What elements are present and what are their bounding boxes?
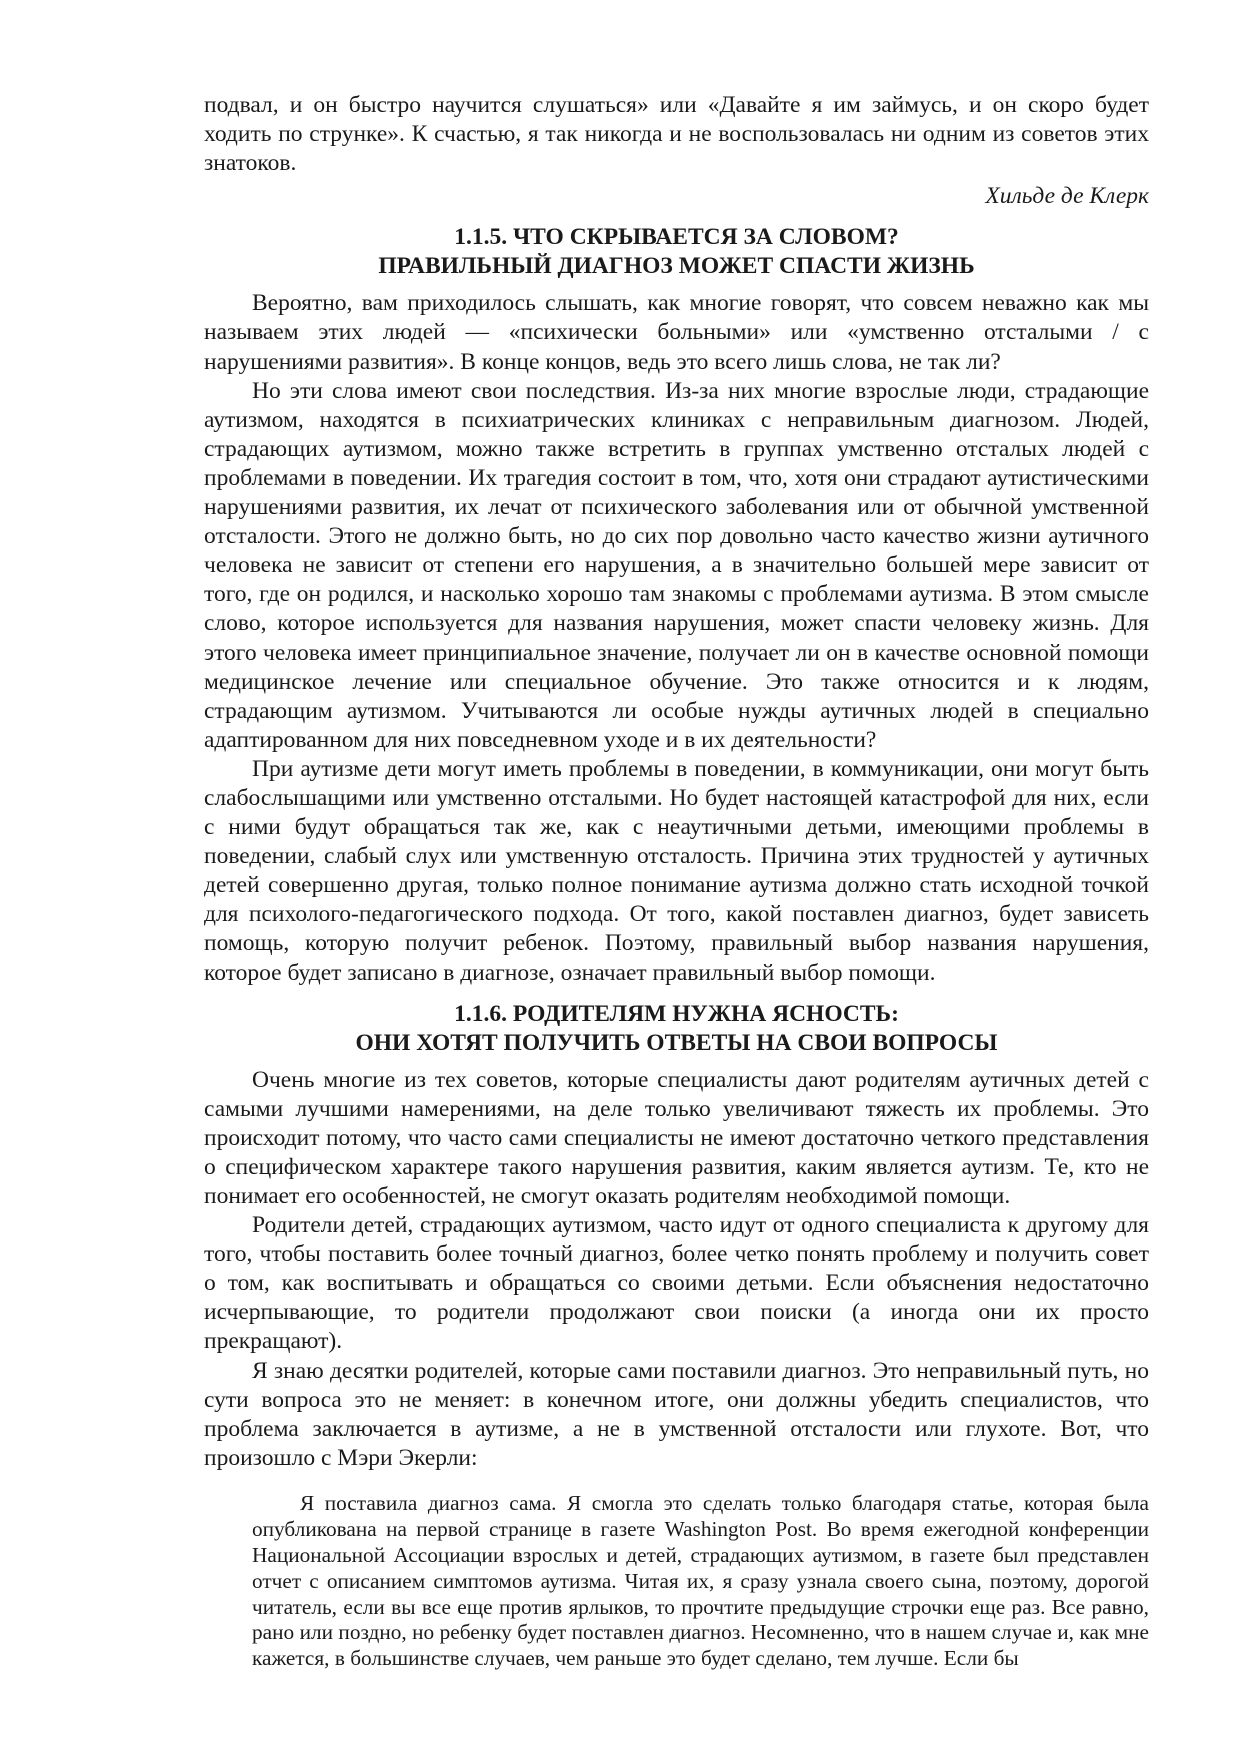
paragraph: При аутизме дети могут иметь проблемы в поведении, в коммуникации, они могут быть слабослышащими или умственно отсталыми. Но будет настоящей катастрофой для них, если с ними будут обращаться так же, как с неаутичными детьми, имеющими проблемы в поведении, слабый слух или умственную отсталость. Причина этих трудностей у аутичных детей совершенно другая, только полное понимание аутизма должно стать исходной точкой для психолого-педагогического подхода. От того, какой поставлен диагноз, будет зависеть помощь, которую получит ребенок. Поэтому, правильный выбор названия нарушения, которое будет записано в диагнозе, означает правильный выбор помощи. bbox=[204, 755, 1149, 986]
document-page bbox=[204, 91, 1149, 1672]
heading-line: ОНИ ХОТЯТ ПОЛУЧИТЬ ОТВЕТЫ НА СВОИ ВОПРОСЫ bbox=[355, 1029, 998, 1056]
paragraph: Но эти слова имеют свои последствия. Из-за них многие взрослые люди, страдающие аутизмом, находятся в психиатрических клиниках с неправильным диагнозом. Людей, страдающих аутизмом, можно также встретить в группах умственно отсталых людей с проблемами в поведении. Их трагедия состоит в том, что, хотя они страдают аутистическими нарушениями развития, их лечат от психического заболевания или от обычной умственной отсталости. Этого не должно быть, но до сих пор довольно часто качество жизни аутичного человека не зависит от степени его нарушения, а в значительно большей мере зависит от того, где он родился, и насколько хорошо там знакомы с проблемами аутизма. В этом смысле слово, которое используется для названия нарушения, может спасти человеку жизнь. Для этого человека имеет принципиальное значение, получает ли он в качестве основной помощи медицинское лечение или специальное обучение. Это также относится и к людям, страдающим аутизмом. Учитываются ли особые нужды аутичных людей в специально адаптированном для них повседневном уходе и в их деятельности? bbox=[204, 377, 1149, 753]
section-heading-1-1-5 bbox=[204, 223, 1149, 281]
block-quote bbox=[252, 1491, 1149, 1672]
heading-line: ПРАВИЛЬНЫЙ ДИАГНОЗ МОЖЕТ СПАСТИ ЖИЗНЬ bbox=[378, 253, 975, 280]
paragraph: Очень многие из тех советов, которые специалисты дают родителям аутичных детей с самыми лучшими намерениями, на деле только увеличивают тяжесть их проблемы. Это происходит потому, что часто сами специалисты не имеют достаточно четкого представления о специфическом характере такого нарушения развития, каким является аутизм. Те, кто не понимает его особенностей, не смогут оказать родителям необходимой помощи. bbox=[204, 1066, 1149, 1209]
section-heading-1-1-6 bbox=[204, 1000, 1149, 1058]
continued-paragraph: подвал, и он быстро научится слушаться» или «Давайте я им займусь, и он скоро будет ходить по струнке». К счастью, я так никогда и не воспользовалась ни одним из советов этих знатоков. bbox=[204, 92, 1149, 177]
quote-paragraph: Я поставила диагноз сама. Я смогла это сделать только благодаря статье, которая была опубликована на первой странице в газете Washington Post. Во время ежегодной конференции Национальной Ассоциации взрослых и детей, страдающих аутизмом, в газете был представлен отчет с описанием симптомов аутизма. Читая их, я сразу узнала своего сына, поэтому, дорогой читатель, если вы все еще против ярлыков, то прочтите предыдущие строчки еще раз. Все равно, рано или поздно, но ребенку будет поставлен диагноз. Несомненно, что в нашем случае и, как мне кажется, в большинстве случаев, чем раньше это будет сделано, тем лучше. Если бы bbox=[252, 1490, 1149, 1671]
heading-line: 1.1.5. ЧТО СКРЫВАЕТСЯ ЗА СЛОВОМ? bbox=[454, 224, 899, 251]
paragraph: Вероятно, вам приходилось слышать, как многие говорят, что совсем неважно как мы называем этих людей — «психически больными» или «умственно отсталыми / с нарушениями развития». В конце концов, ведь это всего лишь слова, не так ли? bbox=[204, 290, 1149, 375]
quote-author: Хильде де Клерк bbox=[985, 183, 1149, 210]
heading-line: 1.1.6. РОДИТЕЛЯМ НУЖНА ЯСНОСТЬ: bbox=[454, 1000, 899, 1027]
paragraph: Я знаю десятки родителей, которые сами поставили диагноз. Это неправильный путь, но сути вопроса это не меняет: в конечном итоге, они должны убедить специалистов, что проблема заключается в аутизме, а не в умственной отсталости или глухоте. Вот, что произошло с Мэри Экерли: bbox=[204, 1357, 1149, 1471]
paragraph: Родители детей, страдающих аутизмом, часто идут от одного специалиста к другому для того, чтобы поставить более точный диагноз, более четко понять проблему и получить совет о том, как воспитывать и обращаться со своими детьми. Если объяснения недостаточно исчерпывающие, то родители продолжают свои поиски (а иногда они их просто прекращают). bbox=[204, 1212, 1149, 1355]
